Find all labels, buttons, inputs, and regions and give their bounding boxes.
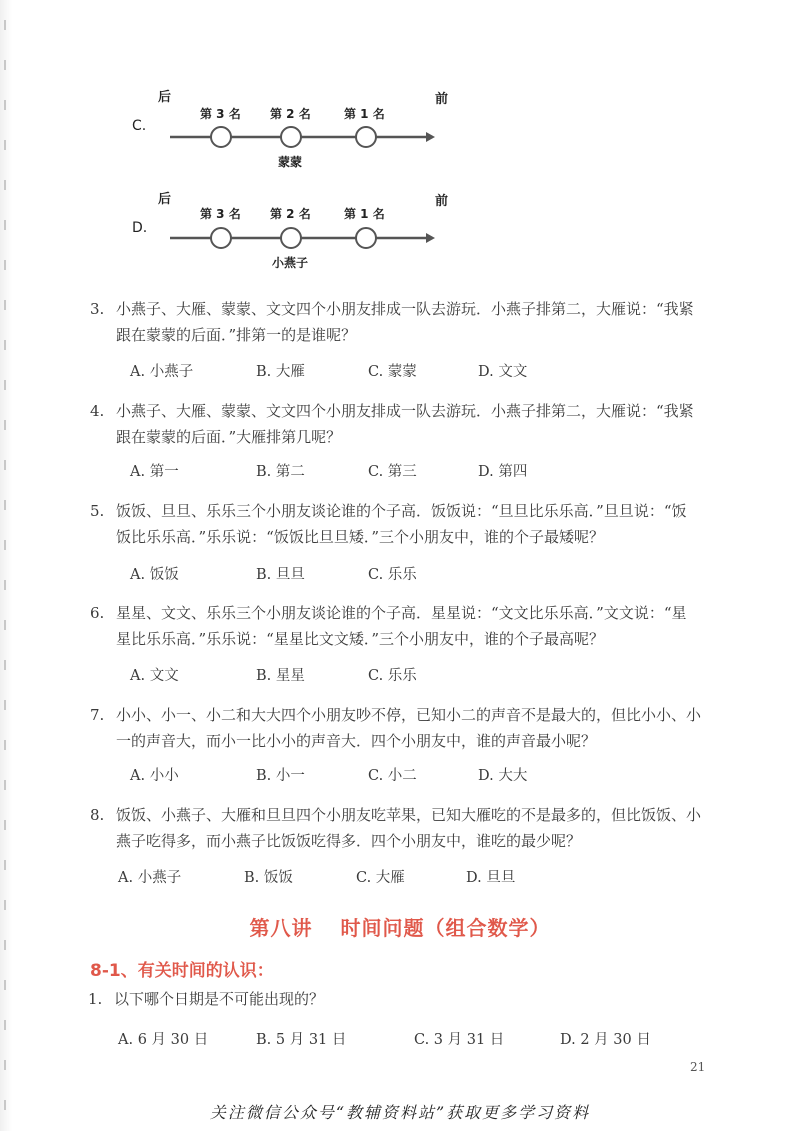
question-line-2: 星比乐乐高．”乐乐说：“星星比文文矮．”三个小朋友中，谁的个子最高呢？: [116, 630, 605, 648]
option-b[interactable]: B. 小一: [256, 768, 305, 784]
option-b[interactable]: B. 旦旦: [256, 567, 305, 583]
question-4: [90, 398, 730, 450]
back-label: 后: [158, 192, 172, 207]
option-a[interactable]: A. 文文: [130, 668, 179, 684]
option-c[interactable]: C. 蒙蒙: [368, 364, 417, 380]
question-line-2: 跟在蒙蒙的后面．”大雁排第几呢？: [116, 428, 342, 446]
option-c[interactable]: C. 大雁: [356, 870, 405, 886]
question-line-1: 饭饭、旦旦、乐乐三个小朋友谈论谁的个子高．饭饭说：“旦旦比乐乐高．”旦旦说：“饭: [116, 502, 687, 520]
question-line-1: 饭饭、小燕子、大雁和旦旦四个小朋友吃苹果，已知大雁吃的不是最多的，但比饭饭、小: [116, 806, 702, 824]
lecture-title: [0, 912, 800, 941]
option-b[interactable]: B. 大雁: [256, 364, 305, 380]
option-d[interactable]: D. 第四: [478, 464, 528, 480]
option-b[interactable]: B. 5 月 31 日: [256, 1032, 347, 1048]
question-line-2: 跟在蒙蒙的后面．”排第一的是谁呢？: [116, 326, 357, 344]
front-label: 前: [435, 194, 449, 209]
question-line-1: 小燕子、大雁、蒙蒙、文文四个小朋友排成一队去游玩．小燕子排第二，大雁说：“我紧: [116, 300, 694, 318]
option-c[interactable]: C. 乐乐: [368, 567, 417, 583]
page-binding-edge: [0, 0, 12, 1131]
question-line-1: 以下哪个日期是不可能出现的？: [114, 990, 325, 1008]
position-circle-3: [211, 127, 231, 147]
arrow-head-icon: [426, 132, 435, 142]
option-letter: C.: [132, 118, 147, 134]
question-6: [90, 600, 730, 652]
option-d[interactable]: D. 2 月 30 日: [560, 1032, 651, 1048]
option-c[interactable]: C. 第三: [368, 464, 417, 480]
question-number: 8.: [90, 806, 105, 824]
marker-name: 小燕子: [272, 256, 309, 270]
back-label: 后: [158, 90, 172, 105]
question-number: 4.: [90, 402, 105, 420]
front-label: 前: [435, 92, 449, 107]
option-c[interactable]: C. 小二: [368, 768, 417, 784]
lecture-number: 第八讲: [249, 916, 313, 940]
lecture-topic: 时间问题（组合数学）: [340, 916, 551, 940]
position-circle-1: [356, 228, 376, 248]
option-c[interactable]: C. 3 月 31 日: [414, 1032, 505, 1048]
question-number: 6.: [90, 604, 105, 622]
option-letter: D.: [132, 220, 148, 236]
option-b[interactable]: B. 第二: [256, 464, 305, 480]
option-a[interactable]: A. 饭饭: [130, 567, 179, 583]
question-line-1: 小燕子、大雁、蒙蒙、文文四个小朋友排成一队去游玩．小燕子排第二，大雁说：“我紧: [116, 402, 694, 420]
section-heading: 8-1、有关时间的认识：: [90, 961, 274, 981]
position-circle-1: [356, 127, 376, 147]
page-number: 21: [690, 1060, 706, 1074]
question-3: [90, 296, 730, 348]
option-b[interactable]: B. 星星: [256, 668, 305, 684]
question-line-1: 星星、文文、乐乐三个小朋友谈论谁的个子高．星星说：“文文比乐乐高．”文文说：“星: [116, 604, 687, 622]
rank-label-2: 第 2 名: [270, 107, 311, 121]
option-a[interactable]: A. 6 月 30 日: [118, 1032, 209, 1048]
option-d[interactable]: D. 旦旦: [466, 870, 516, 886]
queue-diagram-d: [130, 190, 470, 280]
rank-label-1: 第 1 名: [344, 107, 385, 121]
question-number: 7.: [90, 706, 105, 724]
question-number: 3.: [90, 300, 105, 318]
position-circle-3: [211, 228, 231, 248]
rank-label-2: 第 2 名: [270, 207, 311, 221]
question-line-2: 燕子吃得多，而小燕子比饭饭吃得多．四个小朋友中，谁吃的最少呢？: [116, 832, 582, 850]
option-a[interactable]: A. 小燕子: [130, 364, 194, 380]
question-line-1: 小小、小一、小二和大大四个小朋友吵不停，已知小二的声音不是最大的，但比小小、小: [116, 706, 702, 724]
footer-note: 关注微信公众号“教辅资料站”获取更多学习资料: [209, 1103, 591, 1122]
question-8: [90, 802, 730, 854]
option-d[interactable]: D. 大大: [478, 768, 528, 784]
question-number: 5.: [90, 502, 105, 520]
question-5: [90, 498, 730, 550]
position-circle-2: [281, 228, 301, 248]
question-8-1-1: [88, 986, 728, 1012]
rank-label-3: 第 3 名: [200, 207, 241, 221]
rank-label-3: 第 3 名: [200, 107, 241, 121]
question-number: 1.: [88, 990, 103, 1008]
arrow-head-icon: [426, 233, 435, 243]
position-circle-2: [281, 127, 301, 147]
option-c[interactable]: C. 乐乐: [368, 668, 417, 684]
question-line-2: 饭比乐乐高．”乐乐说：“饭饭比旦旦矮．”三个小朋友中，谁的个子最矮呢？: [116, 528, 605, 546]
option-d[interactable]: D. 文文: [478, 364, 528, 380]
option-b[interactable]: B. 饭饭: [244, 870, 293, 886]
marker-name: 蒙蒙: [278, 155, 303, 169]
queue-diagram-c: [130, 88, 470, 178]
option-a[interactable]: A. 小燕子: [118, 870, 182, 886]
question-7: [90, 702, 730, 754]
option-a[interactable]: A. 小小: [130, 768, 179, 784]
rank-label-1: 第 1 名: [344, 207, 385, 221]
question-line-2: 一的声音大，而小一比小小的声音大．四个小朋友中，谁的声音最小呢？: [116, 732, 597, 750]
option-a[interactable]: A. 第一: [130, 464, 179, 480]
